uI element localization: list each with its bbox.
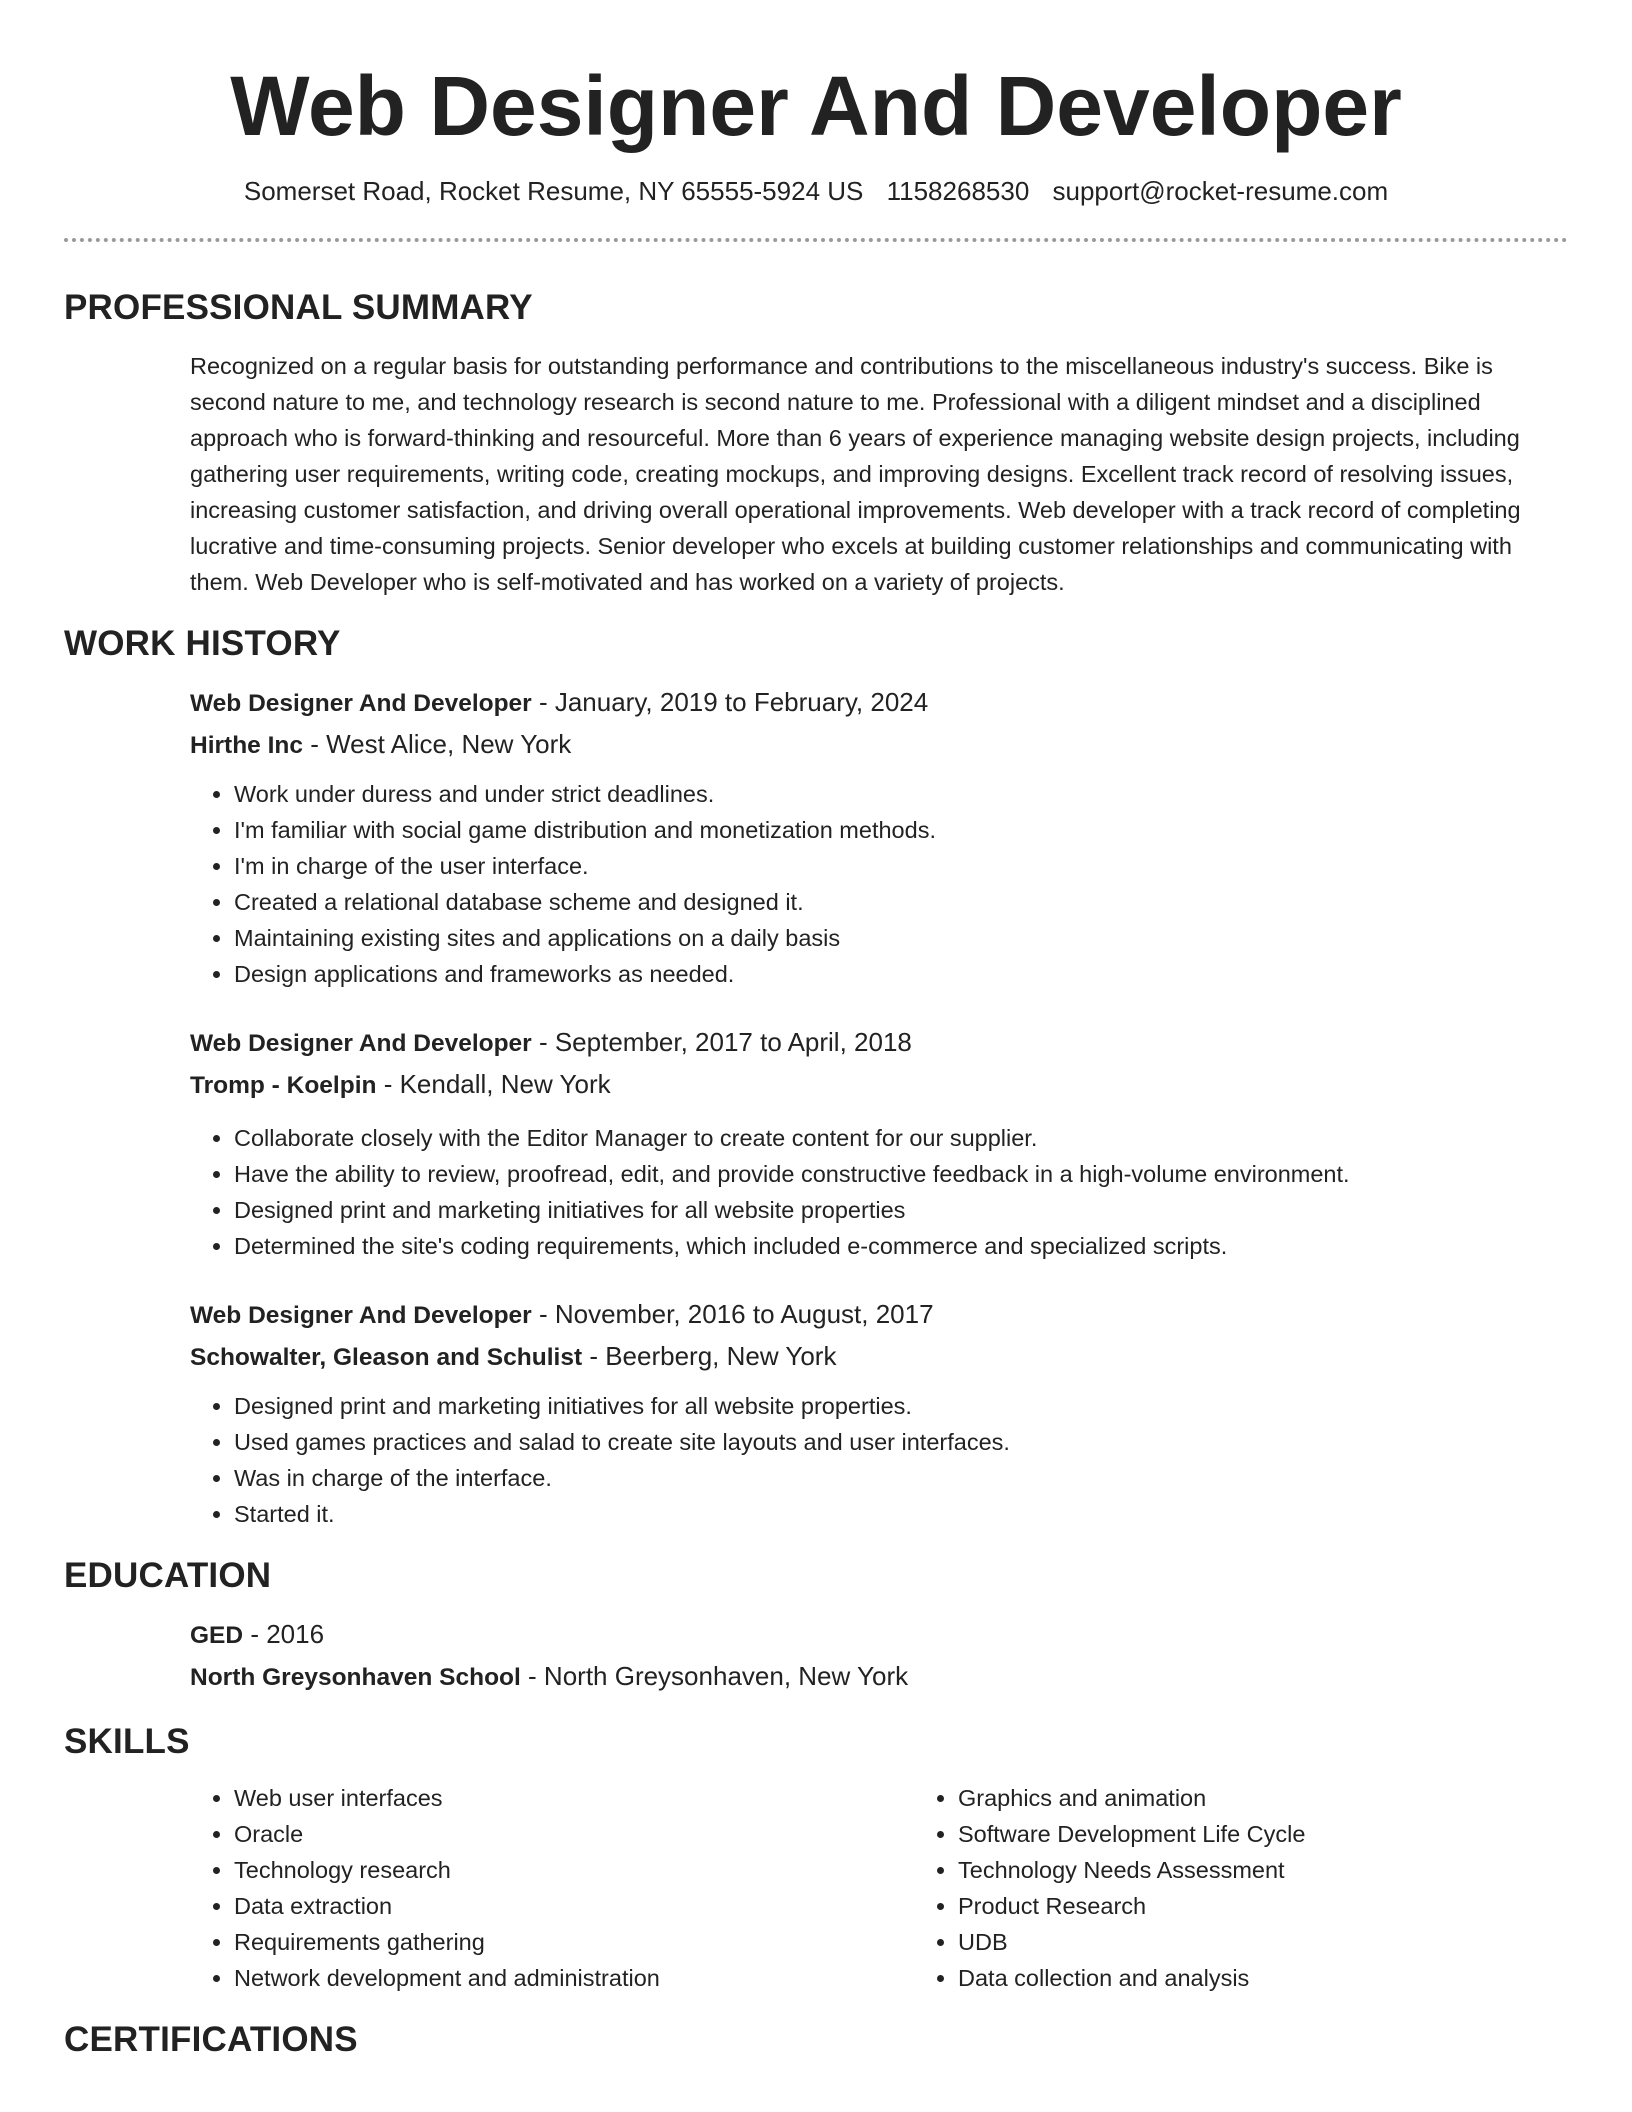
education-location: - North Greysonhaven, New York xyxy=(520,1661,909,1691)
job-duty: • Designed print and marketing initiatives for all website properties xyxy=(234,1192,1568,1228)
job-entry xyxy=(190,682,1568,992)
education-degree: GED xyxy=(190,1622,244,1649)
education-school: North Greysonhaven School xyxy=(190,1664,521,1691)
job-company-line xyxy=(190,724,1568,766)
skill-item: • Software Development Life Cycle xyxy=(958,1816,1632,1852)
job-role: Web Designer And Developer xyxy=(190,690,532,717)
job-duty: • Designed print and marketing initiatives for all website properties. xyxy=(234,1388,1568,1424)
contact-phone: 1158268530 xyxy=(886,176,1030,206)
skill-item: • Web user interfaces xyxy=(234,1780,914,1816)
contact-email: support@rocket-resume.com xyxy=(1052,176,1389,206)
education-section xyxy=(190,1614,1568,1698)
education-degree-line xyxy=(190,1614,1568,1656)
skills-list-left xyxy=(190,1780,914,1996)
skill-item: • Network development and administration xyxy=(234,1960,914,1996)
job-title-line xyxy=(190,682,1568,724)
job-duties xyxy=(190,1388,1568,1532)
job-dates: - January, 2019 to February, 2024 xyxy=(531,687,929,717)
summary-section xyxy=(190,348,1568,600)
job-duty: • Used games practices and salad to create site layouts and user interfaces. xyxy=(234,1424,1568,1460)
skill-item: • Product Research xyxy=(958,1888,1632,1924)
job-role: Web Designer And Developer xyxy=(190,1030,532,1057)
job-duty: • I'm in charge of the user interface. xyxy=(234,848,1568,884)
job-dates: - November, 2016 to August, 2017 xyxy=(531,1299,934,1329)
skill-item: • Data collection and analysis xyxy=(958,1960,1632,1996)
skills-heading: SKILLS xyxy=(64,1722,190,1761)
job-entry xyxy=(190,1022,1568,1264)
job-company-line xyxy=(190,1064,1568,1106)
skill-item: • Technology research xyxy=(234,1852,914,1888)
job-duties xyxy=(190,1120,1568,1264)
job-company-line xyxy=(190,1336,1568,1378)
job-duties xyxy=(190,776,1568,992)
education-heading: EDUCATION xyxy=(64,1556,272,1595)
summary-heading: PROFESSIONAL SUMMARY xyxy=(64,288,533,327)
education-year: - 2016 xyxy=(243,1619,325,1649)
resume-name: Web Designer And Developer xyxy=(230,59,1402,153)
skill-item: • Oracle xyxy=(234,1816,914,1852)
job-duty: • Collaborate closely with the Editor Manager to create content for our supplier. xyxy=(234,1120,1568,1156)
header-divider xyxy=(64,238,1568,242)
job-role: Web Designer And Developer xyxy=(190,1302,532,1329)
contact-address: Somerset Road, Rocket Resume, NY 65555-5924 US xyxy=(243,176,864,206)
job-dates: - September, 2017 to April, 2018 xyxy=(531,1027,912,1057)
skill-item: • Technology Needs Assessment xyxy=(958,1852,1632,1888)
job-company: Hirthe Inc xyxy=(190,732,303,759)
work-history-section xyxy=(190,682,1568,1532)
job-duty: • Design applications and frameworks as needed. xyxy=(234,956,1568,992)
skill-item: • UDB xyxy=(958,1924,1632,1960)
skill-item: • Graphics and animation xyxy=(958,1780,1632,1816)
contact-line xyxy=(64,174,1568,208)
skills-list-right xyxy=(914,1780,1632,1996)
job-company: Schowalter, Gleason and Schulist xyxy=(190,1344,583,1371)
job-entry xyxy=(190,1294,1568,1532)
skill-item: • Requirements gathering xyxy=(234,1924,914,1960)
resume-page xyxy=(64,0,1568,2062)
job-location: - West Alice, New York xyxy=(303,729,572,759)
job-duty: • Was in charge of the interface. xyxy=(234,1460,1568,1496)
job-duty: • Have the ability to review, proofread, edit, and provide constructive feedback in a high-volume environment. xyxy=(234,1156,1568,1192)
job-title-line xyxy=(190,1294,1568,1336)
job-location: - Kendall, New York xyxy=(376,1069,611,1099)
job-duty: • Started it. xyxy=(234,1496,1568,1532)
job-duty: • I'm familiar with social game distribution and monetization methods. xyxy=(234,812,1568,848)
job-location: - Beerberg, New York xyxy=(582,1341,837,1371)
work-history-heading: WORK HISTORY xyxy=(64,624,341,663)
skills-section xyxy=(190,1780,1568,1996)
job-company: Tromp - Koelpin xyxy=(190,1072,377,1099)
job-duty: • Work under duress and under strict deadlines. xyxy=(234,776,1568,812)
job-duty: • Determined the site's coding requirements, which included e-commerce and specialized scripts. xyxy=(234,1228,1568,1264)
job-duty: • Maintaining existing sites and applications on a daily basis xyxy=(234,920,1568,956)
job-duty: • Created a relational database scheme and designed it. xyxy=(234,884,1568,920)
education-school-line xyxy=(190,1656,1568,1698)
skill-item: • Data extraction xyxy=(234,1888,914,1924)
summary-text: Recognized on a regular basis for outstanding performance and contributions to the miscellaneous industry's success. Bike is second nature to me, and technology research is second nature to me. Professional with a diligent mindset and a disciplined approach who is forward-thinking and resourceful. More than 6 years of experience managing website design projects, including gathering user requirements, writing code, creating mockups, and improving designs. Excellent track record of resolving issues, increasing customer satisfaction, and driving overall operational improvements. Web developer with a track record of completing lucrative and time-consuming projects. Senior developer who excels at building customer relationships and communicating with them. Web Developer who is self-motivated and has worked on a variety of projects. xyxy=(190,353,1521,595)
job-title-line xyxy=(190,1022,1568,1064)
certifications-heading: CERTIFICATIONS xyxy=(64,2020,358,2059)
